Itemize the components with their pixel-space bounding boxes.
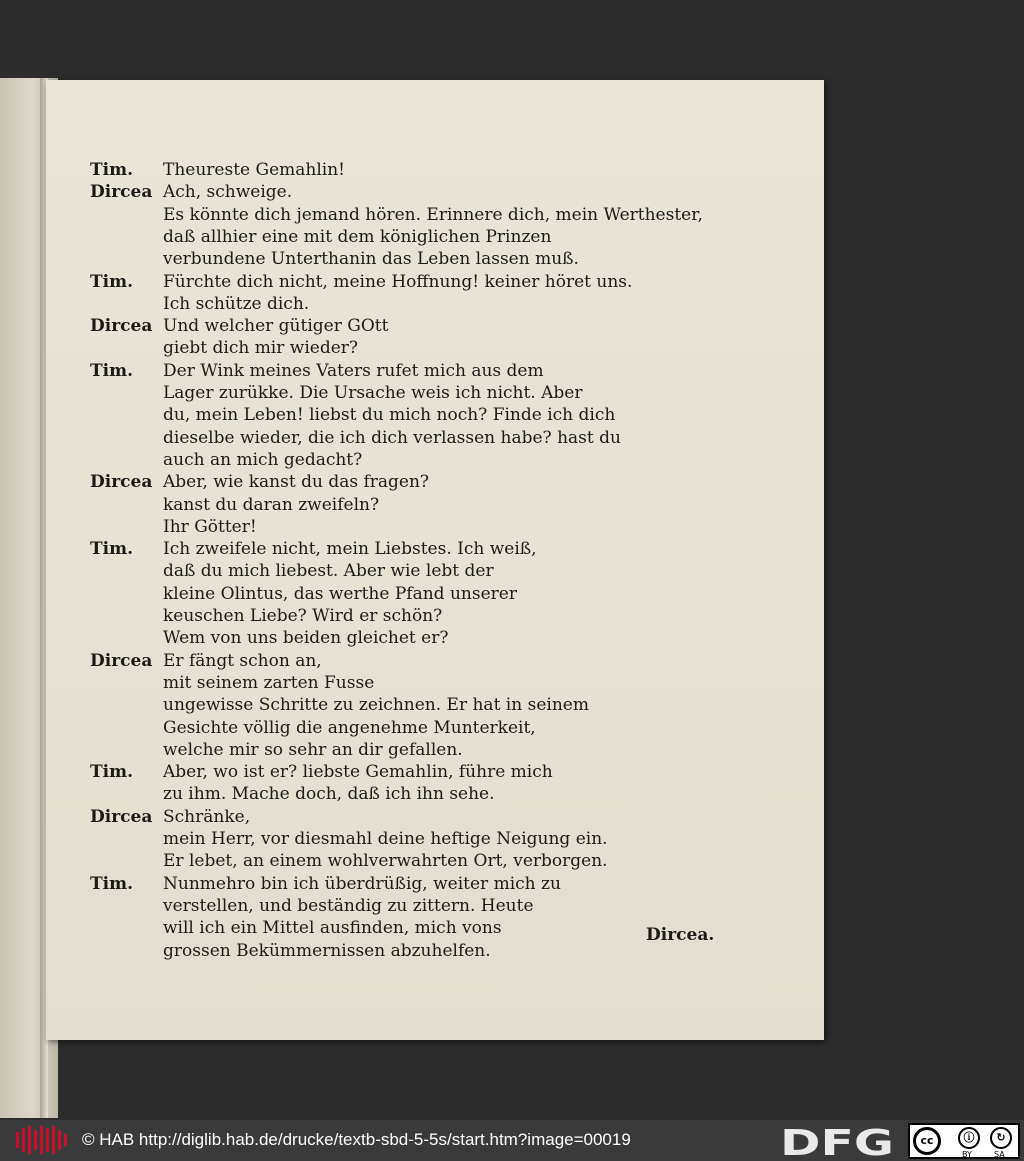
cc-icon: cc: [913, 1127, 941, 1155]
speaker-label: Tim.: [90, 360, 134, 381]
text-line: daß du mich liebest. Aber wie lebt der: [163, 561, 494, 582]
text-line: ungewisse Schritte zu zeichnen. Er hat in seinem: [163, 695, 589, 716]
text-line: Theureste Gemahlin!: [163, 160, 346, 180]
cc-license-badge[interactable]: [908, 1123, 1020, 1159]
footer-bar: [0, 1120, 1024, 1161]
speaker-label: Tim.: [90, 873, 134, 894]
text-line: Aber, wo ist er? liebste Gemahlin, führe mich: [163, 762, 553, 783]
catchword: Dircea.: [646, 925, 715, 945]
text-line: Ach, schweige.: [163, 182, 293, 203]
text-line: Es könnte dich jemand hören. Erinnere dich, mein Werthester,: [163, 204, 703, 225]
cc-sa-label: SA: [994, 1150, 1005, 1159]
speaker-label: Tim.: [90, 271, 134, 292]
attribution-icon: ⓘ: [958, 1127, 980, 1149]
copyright-link[interactable]: © HAB http://diglib.hab.de/drucke/textb-sbd-5-5s/start.htm?image=00019: [82, 1130, 631, 1149]
speaker-label: Dircea: [90, 806, 153, 827]
speaker-label: Tim.: [90, 762, 134, 783]
text-line: Ihr Götter!: [163, 516, 257, 537]
text-line: Nunmehro bin ich überdrüßig, weiter mich zu: [163, 873, 561, 894]
svg-text:DFG: DFG: [780, 1124, 894, 1158]
text-line: du, mein Leben! liebst du mich noch? Finde ich dich: [163, 405, 616, 426]
scanned-page: [46, 80, 824, 1040]
text-line: mein Herr, vor diesmahl deine heftige Neigung ein.: [163, 829, 608, 849]
speaker-label: Dircea: [90, 316, 153, 337]
text-line: Fürchte dich nicht, meine Hoffnung! keiner höret uns.: [163, 271, 633, 292]
text-line: verstellen, und beständig zu zittern. Heute: [163, 895, 534, 916]
text-line: Ich zweifele nicht, mein Liebstes. Ich weiß,: [163, 539, 537, 560]
speaker-label: Dircea: [90, 182, 153, 203]
text-line: Lager zurükke. Die Ursache weis ich nicht. Aber: [163, 383, 583, 403]
text-line: Schränke,: [163, 806, 251, 827]
text-line: Er lebet, an einem wohlverwahrten Ort, verborgen.: [163, 851, 608, 872]
text-line: grossen Bekümmernissen abzuhelfen.: [163, 940, 491, 961]
speaker-label: Tim.: [90, 160, 134, 180]
text-line: welche mir so sehr an dir gefallen.: [163, 739, 463, 760]
text-line: Wem von uns beiden gleichet er?: [163, 628, 449, 649]
text-line: verbundene Unterthanin das Leben lassen muß.: [163, 249, 579, 270]
speaker-label: Dircea: [90, 472, 153, 493]
text-line: Der Wink meines Vaters rufet mich aus dem: [163, 360, 544, 381]
text-line: keuschen Liebe? Wird er schön?: [163, 606, 443, 626]
text-line: Gesichte völlig die angenehme Munterkeit,: [163, 717, 536, 738]
cc-by-label: BY: [962, 1150, 972, 1159]
text-line: kanst du daran zweifeln?: [163, 494, 380, 515]
text-line: zu ihm. Mache doch, daß ich ihn sehe.: [163, 784, 495, 805]
text-line: Er fängt schon an,: [163, 650, 322, 671]
text-line: will ich ein Mittel ausfinden, mich vons: [163, 918, 502, 939]
text-line: Und welcher gütiger GOtt: [163, 316, 389, 337]
text-line: mit seinem zarten Fusse: [163, 672, 375, 693]
speaker-label: Dircea: [90, 650, 153, 671]
text-line: Ich schütze dich.: [163, 293, 310, 314]
dfg-logo-icon[interactable]: [778, 1124, 898, 1158]
share-alike-icon: ↻: [990, 1127, 1012, 1149]
speaker-label: Tim.: [90, 539, 134, 560]
text-line: daß allhier eine mit dem königlichen Prinzen: [163, 226, 552, 247]
text-line: kleine Olintus, das werthe Pfand unserer: [163, 583, 517, 604]
text-line: giebt dich mir wieder?: [163, 338, 359, 359]
text-line: dieselbe wieder, die ich dich verlassen habe? hast du: [163, 427, 621, 448]
text-line: Aber, wie kanst du das fragen?: [163, 472, 430, 493]
text-line: auch an mich gedacht?: [163, 449, 363, 470]
hab-logo-icon[interactable]: [16, 1126, 68, 1154]
